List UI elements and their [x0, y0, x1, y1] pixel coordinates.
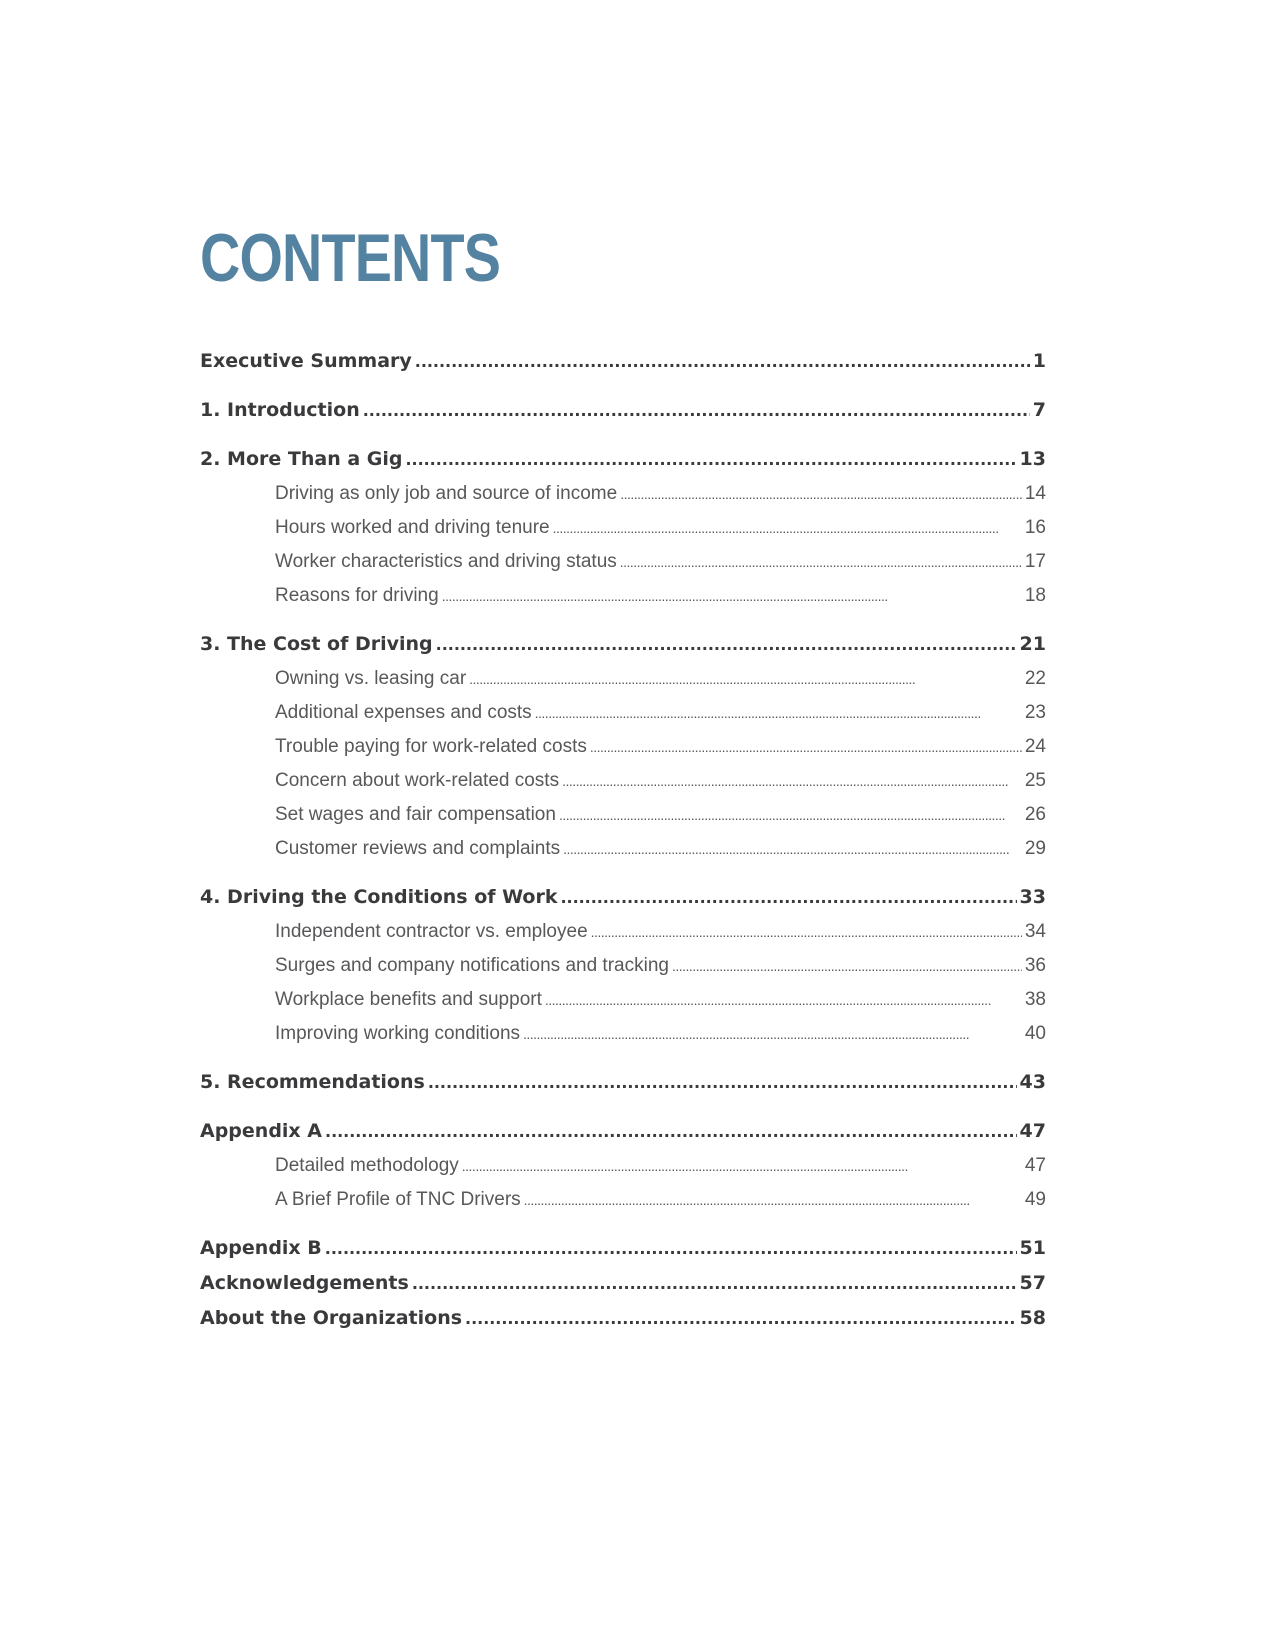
dot-leader	[590, 730, 1022, 764]
dot-leader	[363, 394, 1030, 428]
toc-subentry[interactable]	[200, 764, 1046, 798]
dot-leader	[412, 1267, 1017, 1301]
toc-entry-label: Worker characteristics and driving status	[275, 551, 617, 572]
toc-entry-more-than-a-gig[interactable]	[200, 442, 1046, 477]
toc-subentry[interactable]	[200, 477, 1046, 511]
table-of-contents	[200, 344, 1046, 1336]
toc-entry-page: 21	[1019, 633, 1046, 655]
toc-entry-label: Appendix A	[200, 1120, 323, 1142]
toc-entry-page: 24	[1024, 736, 1046, 757]
dot-leader	[523, 1017, 1022, 1051]
toc-entry-page: 1	[1032, 350, 1046, 372]
toc-entry-page: 34	[1024, 921, 1046, 942]
toc-subentry[interactable]	[200, 798, 1046, 832]
toc-entry-label: Owning vs. leasing car	[275, 668, 467, 689]
toc-entry-label: Reasons for driving	[275, 585, 439, 606]
toc-entry-label: Additional expenses and costs	[275, 702, 532, 723]
toc-entry-page: 23	[1024, 702, 1046, 723]
toc-entry-page: 57	[1019, 1272, 1046, 1294]
toc-subentry[interactable]	[200, 730, 1046, 764]
page-title: CONTENTS	[200, 220, 501, 296]
dot-leader	[524, 1183, 1022, 1217]
dot-leader	[462, 1149, 1022, 1183]
toc-entry-label: Detailed methodology	[275, 1155, 459, 1176]
dot-leader	[620, 477, 1022, 511]
toc-entry-page: 16	[1024, 517, 1046, 538]
toc-entry-conditions-of-work[interactable]	[200, 880, 1046, 915]
toc-subentry[interactable]	[200, 579, 1046, 613]
toc-subentry[interactable]	[200, 1149, 1046, 1183]
toc-entry-page: 18	[1024, 585, 1046, 606]
toc-entry-page: 26	[1024, 804, 1046, 825]
toc-entry-label: Independent contractor vs. employee	[275, 921, 588, 942]
toc-entry-page: 38	[1024, 989, 1046, 1010]
toc-entry-page: 47	[1024, 1155, 1046, 1176]
dot-leader	[563, 832, 1022, 866]
toc-entry-label: Appendix B	[200, 1237, 322, 1259]
toc-entry-label: 1. Introduction	[200, 399, 360, 421]
toc-entry-label: 4. Driving the Conditions of Work	[200, 886, 558, 908]
dot-leader	[405, 443, 1016, 477]
toc-subentry[interactable]	[200, 1017, 1046, 1051]
dot-leader	[620, 545, 1022, 579]
dot-leader	[325, 1232, 1017, 1266]
dot-leader	[562, 764, 1022, 798]
toc-entry-about-organizations[interactable]	[200, 1301, 1046, 1336]
dot-leader	[545, 983, 1022, 1017]
dot-leader	[560, 881, 1016, 915]
toc-entry-recommendations[interactable]	[200, 1065, 1046, 1100]
dot-leader	[553, 511, 1022, 545]
toc-entry-label: Customer reviews and complaints	[275, 838, 561, 859]
toc-entry-page: 17	[1024, 551, 1046, 572]
toc-subentry[interactable]	[200, 662, 1046, 696]
toc-entry-page: 14	[1024, 483, 1046, 504]
toc-entry-executive-summary[interactable]	[200, 344, 1046, 379]
toc-entry-page: 36	[1024, 955, 1046, 976]
toc-entry-page: 49	[1024, 1189, 1046, 1210]
toc-entry-label: A Brief Profile of TNC Drivers	[275, 1189, 521, 1210]
toc-entry-page: 29	[1024, 838, 1046, 859]
dot-leader	[469, 662, 1022, 696]
dot-leader	[325, 1115, 1017, 1149]
toc-entry-label: Driving as only job and source of income	[275, 483, 618, 504]
toc-entry-appendix-a[interactable]	[200, 1114, 1046, 1149]
toc-entry-page: 25	[1024, 770, 1046, 791]
toc-entry-page: 33	[1019, 886, 1046, 908]
toc-entry-label: Concern about work-related costs	[275, 770, 560, 791]
dot-leader	[559, 798, 1022, 832]
toc-entry-appendix-b[interactable]	[200, 1231, 1046, 1266]
toc-subentry[interactable]	[200, 545, 1046, 579]
toc-entry-label: 2. More Than a Gig	[200, 448, 403, 470]
dot-leader	[415, 345, 1030, 379]
toc-entry-page: 22	[1024, 668, 1046, 689]
dot-leader	[428, 1066, 1017, 1100]
dot-leader	[436, 628, 1017, 662]
toc-subentry[interactable]	[200, 1183, 1046, 1217]
toc-entry-page: 13	[1019, 448, 1046, 470]
toc-subentry[interactable]	[200, 983, 1046, 1017]
toc-entry-label: Executive Summary	[200, 350, 412, 372]
toc-entry-label: 3. The Cost of Driving	[200, 633, 433, 655]
dot-leader	[465, 1302, 1017, 1336]
toc-subentry[interactable]	[200, 949, 1046, 983]
toc-entry-label: Surges and company notifications and tracking	[275, 955, 669, 976]
toc-entry-label: 5. Recommendations	[200, 1071, 425, 1093]
dot-leader	[535, 696, 1022, 730]
dot-leader	[672, 949, 1022, 983]
toc-entry-label: About the Organizations	[200, 1307, 463, 1329]
toc-entry-introduction[interactable]	[200, 393, 1046, 428]
toc-subentry[interactable]	[200, 511, 1046, 545]
dot-leader	[442, 579, 1022, 613]
toc-entry-page: 40	[1024, 1023, 1046, 1044]
toc-entry-acknowledgements[interactable]	[200, 1266, 1046, 1301]
toc-entry-cost-of-driving[interactable]	[200, 627, 1046, 662]
toc-entry-page: 58	[1019, 1307, 1046, 1329]
toc-entry-label: Trouble paying for work-related costs	[275, 736, 587, 757]
toc-entry-label: Improving working conditions	[275, 1023, 521, 1044]
toc-entry-page: 47	[1019, 1120, 1046, 1142]
toc-entry-label: Set wages and fair compensation	[275, 804, 556, 825]
toc-subentry[interactable]	[200, 915, 1046, 949]
toc-entry-page: 43	[1019, 1071, 1046, 1093]
toc-subentry[interactable]	[200, 696, 1046, 730]
toc-entry-label: Acknowledgements	[200, 1272, 409, 1294]
toc-entry-label: Workplace benefits and support	[275, 989, 542, 1010]
toc-entry-label: Hours worked and driving tenure	[275, 517, 550, 538]
dot-leader	[591, 915, 1022, 949]
toc-entry-page: 51	[1019, 1237, 1046, 1259]
toc-subentry[interactable]	[200, 832, 1046, 866]
toc-entry-page: 7	[1032, 399, 1046, 421]
